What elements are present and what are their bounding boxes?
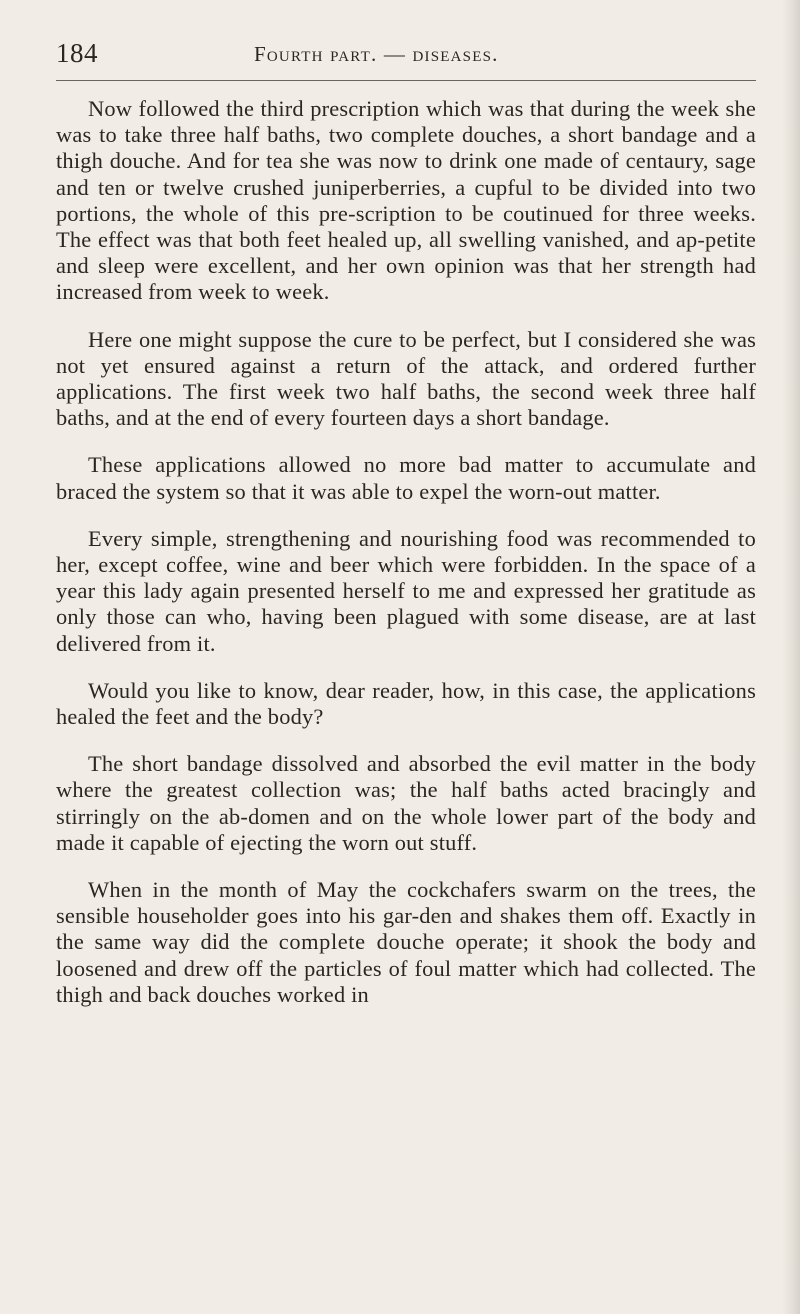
running-title: Fourth part. — diseases. [254, 42, 499, 66]
paragraph-2: Here one might suppose the cure to be perfect, but I considered she was not yet ensured against a return of the attack, and ordered further applications. The first week two half baths, the second week three half baths, and at the end of every fourteen days a short bandage. [56, 326, 756, 431]
paragraph-7 [56, 877, 756, 1008]
paragraph-1: Now followed the third prescription which was that during the week she was to take three half baths, two complete douches, a short bandage and a thigh douche. And for tea she was now to drink one made of centaury, sage and ten or twelve crushed juniperberries, a cupful to be divided into two portions, the whole of this pre-scription to be coutinued for three weeks. The effect was that both feet healed up, all swelling vanished, and ap-petite and sleep were excellent, and her own opinion was that her strength had increased from week to week. [56, 96, 756, 305]
body-text [56, 96, 756, 1008]
paragraph-4: Every simple, strengthening and nourishing food was recommended to her, except coffee, wine and beer which were forbidden. In the space of a year this lady again presented herself to me and expressed her gratitude as only those can who, having been plagued with some disease, are at last delivered from it. [56, 525, 756, 656]
running-head [56, 38, 756, 72]
paragraph-3: These applications allowed no more bad matter to accumulate and braced the system so that it was able to expel the worn-out matter. [56, 452, 756, 504]
paragraph-7-text-after: operate; it shook the body and loosened and drew off the particles of foul matter which had collected. The thigh and back douches worked in [56, 929, 756, 1007]
header-rule [56, 80, 756, 81]
page-number: 184 [56, 38, 98, 68]
page-gutter-shadow [782, 0, 800, 1314]
paragraph-6: The short bandage dissolved and absorbed the evil matter in the body where the greatest collection was; the half baths acted bracingly and stirringly on the ab-domen and on the whole lower part of the body and made it capable of ejecting the worn out stuff. [56, 751, 756, 855]
paragraph-7-text-before: When in the month of May the cockchafers swarm on the trees, the sensible householder goes into his gar-den and shakes them off. Exactly in the same way did the [56, 877, 756, 955]
paragraph-5: Would you like to know, dear reader, how, in this case, the applications healed the feet and the body? [56, 677, 756, 730]
paragraph-7-emphasis: complete douche [278, 929, 445, 955]
